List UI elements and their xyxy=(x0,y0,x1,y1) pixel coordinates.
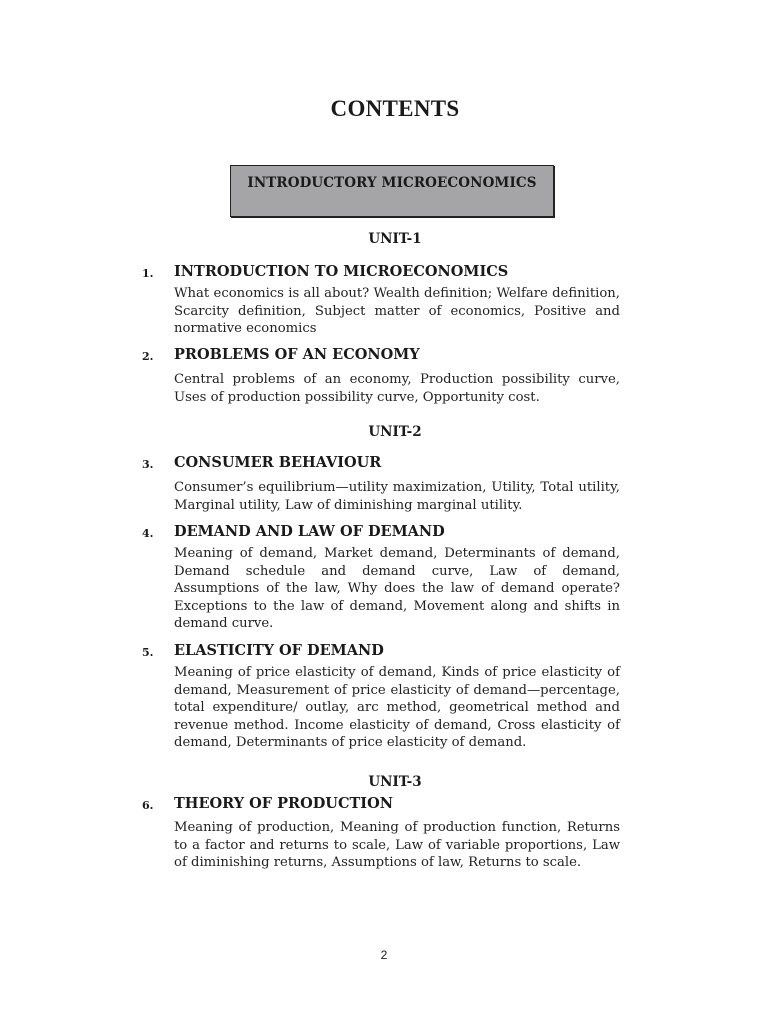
section-banner xyxy=(230,165,554,217)
item-number-5: 5. xyxy=(142,646,154,659)
page-number: 2 xyxy=(380,948,388,962)
item-number-1: 1. xyxy=(142,267,154,280)
item-description-2: Central problems of an economy, Production possibility curve, Uses of production possibility curve, Opportunity cost. xyxy=(174,372,620,405)
item-heading-1: INTRODUCTION TO MICROECONOMICS xyxy=(174,263,509,280)
item-heading-5: ELASTICITY OF DEMAND xyxy=(174,642,384,659)
item-description-6: Meaning of production, Meaning of production function, Returns to a factor and returns to scale, Law of variable proportions, Law of diminishing returns, Assumptions of law, Returns to scale. xyxy=(174,820,620,871)
item-number-2: 2. xyxy=(142,350,154,363)
item-heading-3: CONSUMER BEHAVIOUR xyxy=(174,454,382,471)
item-heading-2: PROBLEMS OF AN ECONOMY xyxy=(174,346,420,363)
item-number-3: 3. xyxy=(142,458,154,471)
unit-heading-1: UNIT-1 xyxy=(368,231,422,247)
item-description-5: Meaning of price elasticity of demand, Kinds of price elasticity of demand, Measurement of price elasticity of demand—percentage, total expenditure/ outlay, arc method, geometrical method and revenue method. Income elasticity of demand, Cross elasticity of demand, Determinants of price elasticity of demand. xyxy=(174,665,620,751)
item-description-4: Meaning of demand, Market demand, Determinants of demand, Demand schedule and demand curve, Law of demand, Assumptions of the law, Why does the law of demand operate? Exceptions to the law of demand, Movement along and shifts in demand curve. xyxy=(174,546,620,632)
item-description-3: Consumer’s equilibrium—utility maximization, Utility, Total utility, Marginal utility, Law of diminishing marginal utility. xyxy=(174,480,620,513)
item-number-6: 6. xyxy=(142,799,154,812)
item-number-4: 4. xyxy=(142,527,154,540)
item-heading-4: DEMAND AND LAW OF DEMAND xyxy=(174,523,445,540)
unit-heading-3: UNIT-3 xyxy=(368,774,422,790)
item-heading-6: THEORY OF PRODUCTION xyxy=(174,795,393,812)
section-banner-label: INTRODUCTORY MICROECONOMICS xyxy=(247,175,537,191)
page-title: CONTENTS xyxy=(330,96,460,121)
unit-heading-2: UNIT-2 xyxy=(368,424,422,440)
item-description-1: What economics is all about? Wealth definition; Welfare definition, Scarcity definition, Subject matter of economics, Positive and normative economics xyxy=(174,286,620,337)
